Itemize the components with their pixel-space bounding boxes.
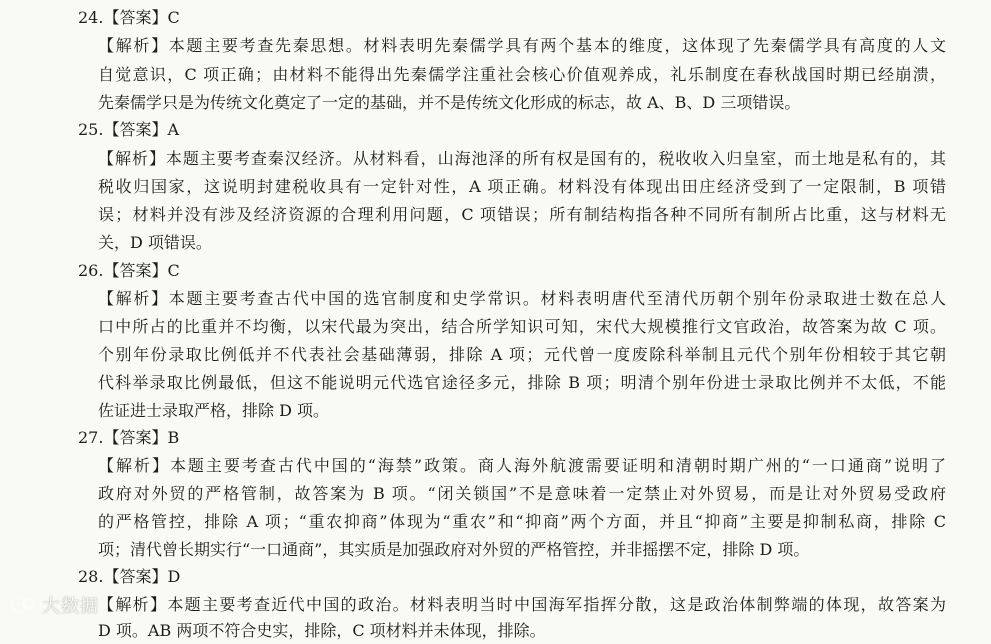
answer-27: 27.【答案】B [78, 428, 180, 447]
analysis-24-line-1: 【解析】本题主要考查先秦思想。材料表明先秦儒学具有两个基本的维度，这体现了先秦儒学具有高度的人文 [98, 36, 946, 55]
answer-25: 25.【答案】A [78, 120, 180, 139]
answer-26: 26.【答案】C [78, 261, 180, 280]
analysis-26-line-3: 个别年份录取比例低并不代表社会基础薄弱，排除 A 项；元代曾一度废除科举制且元代个别年份相较于其它朝 [98, 345, 946, 364]
analysis-27-line-4: 项；清代曾长期实行“一口通商”，其实质是加强政府对外贸的严格管控，并非摇摆不定，排除 D 项。 [98, 540, 810, 559]
mascot-logo-icon [10, 594, 36, 616]
analysis-26-line-2: 口中所占的比重并不均衡，以宋代最为突出，结合所学知识可知，宋代大规模推行文官政治，故答案为故 C 项。 [98, 317, 946, 336]
analysis-24-line-2: 自觉意识，C 项正确；由材料不能得出先秦儒学注重社会核心价值观养成，礼乐制度在春秋战国时期已经崩溃， [98, 65, 946, 84]
watermark [10, 592, 99, 618]
analysis-27-line-1: 【解析】本题主要考查古代中国的“海禁”政策。商人海外航渡需要证明和清朝时期广州的“一口通商”说明了 [98, 456, 946, 475]
analysis-26-line-1: 【解析】本题主要考查古代中国的选官制度和史学常识。材料表明唐代至清代历朝个别年份录取进士数在总人 [98, 289, 946, 308]
analysis-27-line-2: 政府对外贸的严格管制，故答案为 B 项。“闭关锁国”不是意味着一定禁止对外贸易，而是让对外贸易受政府 [98, 484, 946, 503]
analysis-25-line-4: 关，D 项错误。 [98, 233, 212, 252]
watermark-text: 大数据 [42, 596, 99, 617]
analysis-24-line-3: 先秦儒学只是为传统文化奠定了一定的基础，并不是传统文化形成的标志，故 A、B、D 三项错误。 [98, 93, 801, 112]
analysis-25-line-1: 【解析】本题主要考查秦汉经济。从材料看，山海池泽的所有权是国有的，税收收入归皇室，而土地是私有的，其 [98, 149, 946, 168]
analysis-26-line-5: 佐证进士录取严格，排除 D 项。 [98, 401, 330, 420]
analysis-28-line-2: D 项。AB 两项不符合史实，排除，C 项材料并未体现，排除。 [98, 621, 546, 640]
analysis-27-line-3: 的严格管控，排除 A 项；“重农抑商”体现为“重农”和“抑商”两个方面，并且“抑商”主要是抑制私商，排除 C [98, 512, 946, 531]
answer-24: 24.【答案】C [78, 8, 180, 27]
analysis-26-line-4: 代科举录取比例最低，但这不能说明元代选官途径多元，排除 B 项；明清个别年份进士录取比例并不太低，不能 [98, 373, 946, 392]
analysis-25-line-2: 税收归国家，这说明封建税收具有一定针对性，A 项正确。材料没有体现出田庄经济受到了一定限制，B 项错 [98, 177, 946, 196]
analysis-25-line-3: 误；材料并没有涉及经济资源的合理利用问题，C 项错误；所有制结构指各种不同所有制所占比重，这与材料无 [98, 205, 946, 224]
answer-28: 28.【答案】D [78, 567, 181, 586]
analysis-28-line-1: 【解析】本题主要考查近代中国的政治。材料表明当时中国海军指挥分散，这是政治体制弊端的体现，故答案为 [98, 595, 946, 614]
